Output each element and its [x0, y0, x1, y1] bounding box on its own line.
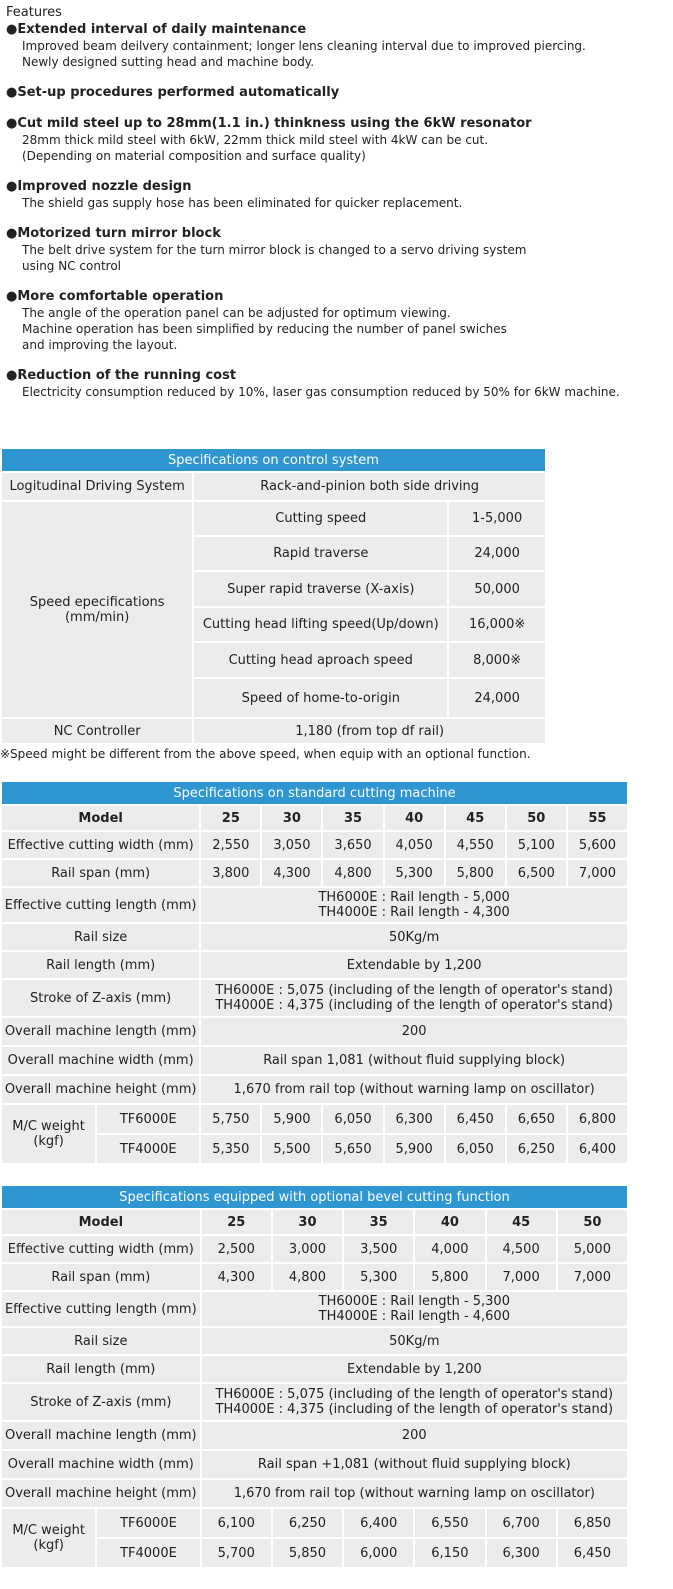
- weight-model: TF6000E: [96, 1104, 200, 1134]
- bullet-icon: ●: [6, 116, 18, 131]
- feature-item: [6, 225, 671, 274]
- feature-item: [6, 288, 671, 353]
- rail-span-value: 7,000: [567, 859, 628, 887]
- feature-detail: 28mm thick mild steel with 6kW, 22mm thick mild steel with 4kW can be cut.: [22, 133, 489, 147]
- model-label: Model: [1, 805, 200, 831]
- weight-value: 6,250: [506, 1134, 567, 1164]
- feature-heading-text: Set-up procedures performed automatically: [17, 85, 340, 100]
- drive-value: Rack-and-pinion both side driving: [193, 472, 546, 501]
- weight-label: M/C weight (kgf): [1, 1104, 96, 1164]
- weight-model: TF4000E: [96, 1538, 200, 1568]
- weight-value: 5,850: [272, 1538, 343, 1568]
- rail-size-label: Rail size: [1, 923, 200, 951]
- rail-length-label: Rail length (mm): [1, 951, 200, 979]
- width-value: 5,600: [567, 831, 628, 859]
- speed-name: Speed of home-to-origin: [193, 678, 448, 718]
- feature-heading: [6, 84, 671, 101]
- rail-length-value: Extendable by 1,200: [201, 1355, 628, 1383]
- speed-value: 8,000※: [448, 642, 546, 678]
- line: TH4000E : Rail length - 4,300: [318, 905, 510, 920]
- feature-heading: [6, 367, 671, 384]
- line: TH4000E : 4,375 (including of the length of operator's stand): [215, 998, 613, 1013]
- weight-value: 5,700: [201, 1538, 272, 1568]
- feature-heading: [6, 225, 671, 242]
- nc-label: NC Controller: [1, 718, 193, 744]
- feature-heading: [6, 115, 671, 132]
- feature-item: [6, 115, 671, 164]
- control-caption: Specifications on control system: [1, 448, 546, 472]
- weight-value: 6,450: [445, 1104, 506, 1134]
- speed-value: 24,000: [448, 678, 546, 718]
- stroke-label: Stroke of Z-axis (mm): [1, 979, 200, 1017]
- rail-size-value: 50Kg/m: [200, 923, 628, 951]
- weight-value: 6,650: [506, 1104, 567, 1134]
- feature-heading-text: Cut mild steel up to 28mm(1.1 in.) thinkness using the 6kW resonator: [17, 116, 532, 131]
- length-value: [201, 1291, 628, 1327]
- weight-value: 6,400: [343, 1508, 414, 1538]
- line: TH6000E : Rail length - 5,000: [318, 890, 510, 905]
- weight-model: TF6000E: [96, 1508, 200, 1538]
- feature-heading: [6, 21, 671, 38]
- width-value: 4,000: [414, 1235, 485, 1263]
- width-value: 2,550: [200, 831, 261, 859]
- weight-value: 6,850: [557, 1508, 628, 1538]
- feature-detail: The shield gas supply hose has been eliminated for quicker replacement.: [22, 196, 463, 210]
- overall-width-label: Overall machine width (mm): [1, 1046, 200, 1075]
- model-number: 30: [272, 1209, 343, 1235]
- width-value: 3,500: [343, 1235, 414, 1263]
- feature-detail: Electricity consumption reduced by 10%, laser gas consumption reduced by 50% for 6kW machine.: [22, 385, 620, 399]
- length-label: Effective cutting length (mm): [1, 1291, 201, 1327]
- width-value: 4,050: [384, 831, 445, 859]
- feature-item: [6, 21, 671, 70]
- weight-value: 5,750: [200, 1104, 261, 1134]
- weight-value: 6,000: [343, 1538, 414, 1568]
- control-spec-table: [0, 447, 547, 745]
- width-value: 3,650: [322, 831, 383, 859]
- rail-span-value: 7,000: [557, 1263, 628, 1291]
- line: TH6000E : 5,075 (including of the length of operator's stand): [215, 1387, 614, 1402]
- model-number: 35: [343, 1209, 414, 1235]
- model-number: 25: [200, 805, 261, 831]
- overall-height-value: 1,670 from rail top (without warning lamp on oscillator): [200, 1075, 628, 1104]
- model-number: 45: [486, 1209, 557, 1235]
- weight-label: M/C weight (kgf): [1, 1508, 96, 1568]
- model-number: 45: [445, 805, 506, 831]
- rail-span-value: 5,800: [414, 1263, 485, 1291]
- feature-item: [6, 367, 671, 400]
- feature-heading-text: Extended interval of daily maintenance: [17, 22, 307, 37]
- overall-length-value: 200: [201, 1421, 628, 1450]
- overall-length-label: Overall machine length (mm): [1, 1017, 200, 1046]
- weight-value: 6,150: [414, 1538, 485, 1568]
- width-value: 3,000: [272, 1235, 343, 1263]
- line: TH6000E : 5,075 (including of the length of operator's stand): [215, 983, 613, 998]
- weight-value: 6,050: [322, 1104, 383, 1134]
- weight-value: 6,800: [567, 1104, 628, 1134]
- model-number: 40: [414, 1209, 485, 1235]
- overall-length-value: 200: [200, 1017, 628, 1046]
- feature-heading-text: Reduction of the running cost: [17, 368, 237, 383]
- weight-value: 5,650: [322, 1134, 383, 1164]
- bullet-icon: ●: [6, 85, 18, 100]
- model-number: 50: [557, 1209, 628, 1235]
- feature-detail: The belt drive system for the turn mirror block is changed to a servo driving system: [22, 243, 527, 257]
- speed-name: Cutting speed: [193, 501, 448, 536]
- table-caption: Specifications on standard cutting machine: [1, 781, 628, 805]
- bullet-icon: ●: [6, 226, 18, 241]
- speed-value: 24,000: [448, 536, 546, 571]
- width-value: 3,050: [261, 831, 322, 859]
- feature-detail: Machine operation has been simplified by reducing the number of panel swiches: [22, 322, 507, 336]
- width-label: Effective cutting width (mm): [1, 831, 200, 859]
- rail-length-label: Rail length (mm): [1, 1355, 201, 1383]
- rail-span-value: 5,300: [384, 859, 445, 887]
- rail-span-label: Rail span (mm): [1, 1263, 201, 1291]
- weight-value: 6,300: [384, 1104, 445, 1134]
- weight-value: 5,900: [384, 1134, 445, 1164]
- overall-height-label: Overall machine height (mm): [1, 1075, 200, 1104]
- weight-value: 6,700: [486, 1508, 557, 1538]
- model-number: 25: [201, 1209, 272, 1235]
- feature-detail: (Depending on material composition and surface quality): [22, 149, 366, 163]
- control-note: ※Speed might be different from the above speed, when equip with an optional function.: [0, 747, 531, 761]
- width-value: 5,000: [557, 1235, 628, 1263]
- table-caption: Specifications equipped with optional bevel cutting function: [1, 1185, 628, 1209]
- rail-span-value: 3,800: [200, 859, 261, 887]
- weight-value: 6,250: [272, 1508, 343, 1538]
- speed-value: 50,000: [448, 571, 546, 607]
- line: TH6000E : Rail length - 5,300: [318, 1294, 510, 1309]
- speed-name: Rapid traverse: [193, 536, 448, 571]
- model-number: 50: [506, 805, 567, 831]
- model-number: 35: [322, 805, 383, 831]
- length-value: [200, 887, 628, 923]
- feature-detail: and improving the layout.: [22, 338, 178, 352]
- rail-span-value: 4,300: [201, 1263, 272, 1291]
- width-value: 2,500: [201, 1235, 272, 1263]
- stroke-value: [201, 1383, 628, 1421]
- rail-span-value: 5,300: [343, 1263, 414, 1291]
- feature-heading-text: Improved nozzle design: [17, 179, 192, 194]
- model-label: Model: [1, 1209, 201, 1235]
- width-label: Effective cutting width (mm): [1, 1235, 201, 1263]
- weight-model: TF4000E: [96, 1134, 200, 1164]
- bullet-icon: ●: [6, 368, 18, 383]
- speed-value: 16,000※: [448, 607, 546, 642]
- weight-value: 5,500: [261, 1134, 322, 1164]
- rail-span-value: 6,500: [506, 859, 567, 887]
- model-number: 40: [384, 805, 445, 831]
- stroke-value: [200, 979, 628, 1017]
- weight-value: 6,050: [445, 1134, 506, 1164]
- overall-length-label: Overall machine length (mm): [1, 1421, 201, 1450]
- feature-item: [6, 178, 671, 211]
- width-value: 4,550: [445, 831, 506, 859]
- overall-width-label: Overall machine width (mm): [1, 1450, 201, 1479]
- weight-value: 6,100: [201, 1508, 272, 1538]
- rail-span-value: 7,000: [486, 1263, 557, 1291]
- weight-value: 5,350: [200, 1134, 261, 1164]
- feature-heading: [6, 288, 671, 305]
- speed-value: 1-5,000: [448, 501, 546, 536]
- feature-detail: Improved beam deilvery containment; longer lens cleaning interval due to improved piercing.: [22, 39, 586, 53]
- model-number: 30: [261, 805, 322, 831]
- speed-name: Super rapid traverse (X-axis): [193, 571, 448, 607]
- nc-value: 1,180 (from top df rail): [193, 718, 546, 744]
- feature-heading-text: More comfortable operation: [17, 289, 224, 304]
- length-label: Effective cutting length (mm): [1, 887, 200, 923]
- rail-span-value: 5,800: [445, 859, 506, 887]
- rail-span-value: 4,800: [322, 859, 383, 887]
- stroke-label: Stroke of Z-axis (mm): [1, 1383, 201, 1421]
- feature-item: [6, 84, 671, 101]
- line: TH4000E : Rail length - 4,600: [318, 1309, 510, 1324]
- feature-heading: [6, 178, 671, 195]
- bullet-icon: ●: [6, 179, 18, 194]
- overall-height-label: Overall machine height (mm): [1, 1479, 201, 1508]
- rail-span-value: 4,800: [272, 1263, 343, 1291]
- standard-spec-table: [0, 780, 629, 1165]
- weight-value: 6,550: [414, 1508, 485, 1538]
- weight-value: 6,450: [557, 1538, 628, 1568]
- overall-width-value: Rail span 1,081 (without fluid supplying block): [200, 1046, 628, 1075]
- overall-height-value: 1,670 from rail top (without warning lamp on oscillator): [201, 1479, 628, 1508]
- feature-heading-text: Motorized turn mirror block: [17, 226, 221, 241]
- features-title: Features: [6, 5, 62, 20]
- feature-detail: The angle of the operation panel can be adjusted for optimum viewing.: [22, 306, 451, 320]
- speed-name: Cutting head lifting speed(Up/down): [193, 607, 448, 642]
- rail-span-label: Rail span (mm): [1, 859, 200, 887]
- speed-label: Speed epecifications (mm/min): [1, 501, 193, 718]
- weight-value: 5,900: [261, 1104, 322, 1134]
- features-section: [6, 4, 671, 414]
- speed-name: Cutting head aproach speed: [193, 642, 448, 678]
- bullet-icon: ●: [6, 289, 18, 304]
- overall-width-value: Rail span +1,081 (without fluid supplying block): [201, 1450, 628, 1479]
- rail-length-value: Extendable by 1,200: [200, 951, 628, 979]
- rail-size-label: Rail size: [1, 1327, 201, 1355]
- feature-detail: Newly designed sutting head and machine body.: [22, 55, 315, 69]
- drive-label: Logitudinal Driving System: [1, 472, 193, 501]
- width-value: 5,100: [506, 831, 567, 859]
- feature-detail: using NC control: [22, 259, 121, 273]
- bullet-icon: ●: [6, 22, 18, 37]
- rail-size-value: 50Kg/m: [201, 1327, 628, 1355]
- weight-value: 6,400: [567, 1134, 628, 1164]
- bevel-spec-table: [0, 1184, 629, 1569]
- line: TH4000E : 4,375 (including of the length of operator's stand): [215, 1402, 614, 1417]
- width-value: 4,500: [486, 1235, 557, 1263]
- weight-value: 6,300: [486, 1538, 557, 1568]
- rail-span-value: 4,300: [261, 859, 322, 887]
- model-number: 55: [567, 805, 628, 831]
